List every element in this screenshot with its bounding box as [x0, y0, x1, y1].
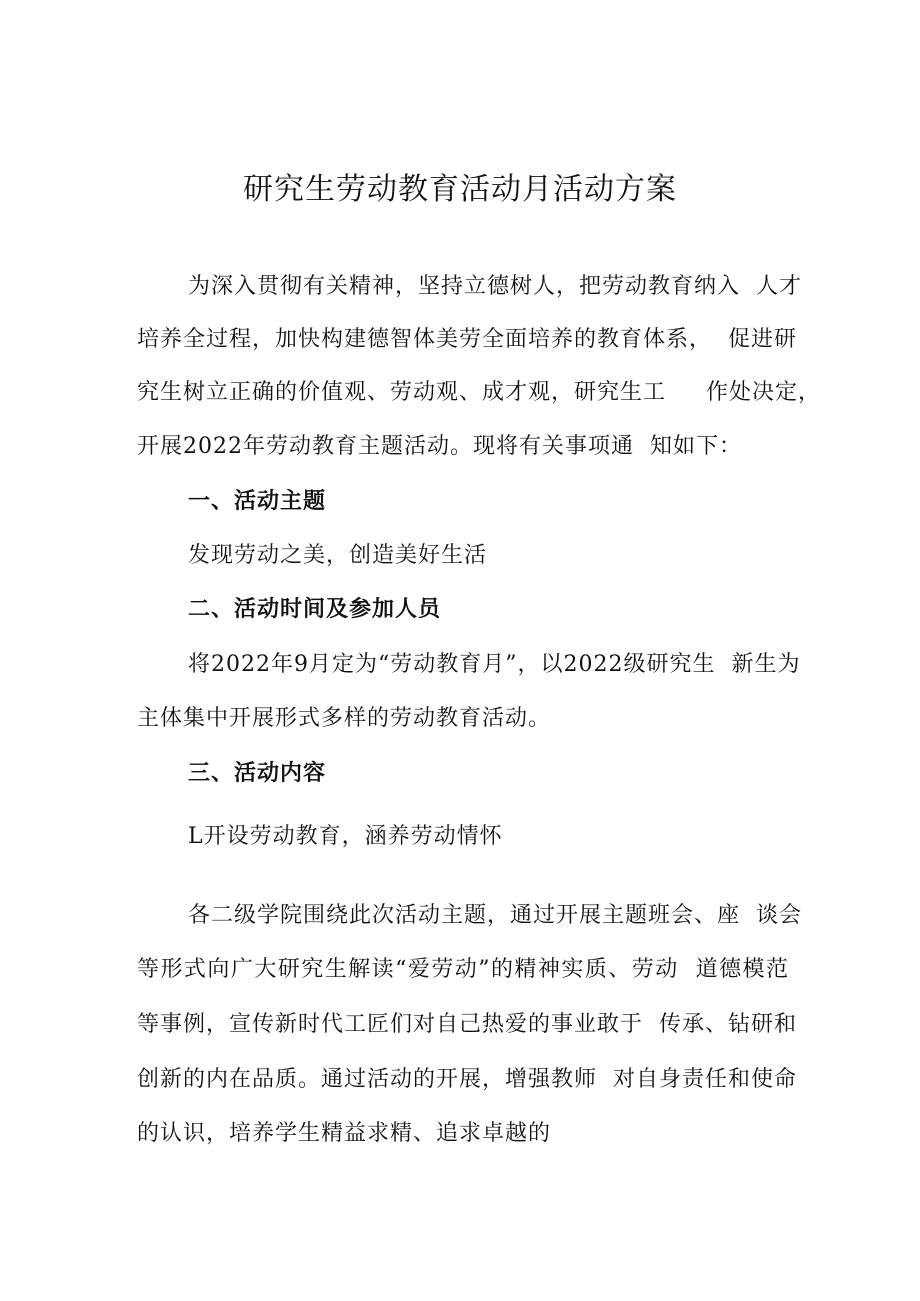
document-title: 研究生劳动教育活动月活动方案 — [243, 172, 677, 207]
section-2-line-2: 主体集中开展形式多样的劳动教育活动。 — [137, 706, 552, 731]
section-3-heading: 三、活动内容 — [188, 761, 327, 786]
intro-line-1: 为深入贯彻有关精神，坚持立德树人，把劳动教育纳入 人才 — [188, 274, 802, 299]
section-1-text: 发现劳动之美，创造美好生活 — [188, 543, 488, 568]
subsection-1-line-3: 等事例，宣传新时代工匠们对自己热爱的事业敢于 传承、钻研和 — [137, 1012, 797, 1037]
intro-line-2: 培养全过程，加快构建德智体美劳全面培养的教育体系， 促进研 — [137, 327, 797, 352]
section-2-heading: 二、活动时间及参加人员 — [188, 597, 442, 622]
subsection-1-line-1: 各二级学院围绕此次活动主题，通过开展主题班会、座 谈会 — [188, 903, 802, 928]
section-2-line-1: 将2022年9月定为“劳动教育月”，以2022级研究生 新生为 — [188, 652, 801, 677]
subsection-1-line-4: 创新的内在品质。通过活动的开展，增强教师 对自身责任和使命 — [137, 1067, 797, 1092]
intro-line-4: 开展2022年劳动教育主题活动。现将有关事项通 知如下： — [137, 434, 742, 459]
subsection-1-line-2: 等形式向广大研究生解读“爱劳动”的精神实质、劳动 道德模范 — [137, 957, 789, 982]
section-1-heading: 一、活动主题 — [188, 489, 327, 514]
intro-line-3: 究生树立正确的价值观、劳动观、成才观，研究生工 作处决定， — [137, 380, 821, 405]
subsection-1-title: L开设劳动教育，涵养劳动情怀 — [188, 824, 503, 849]
subsection-1-line-5: 的认识，培养学生精益求精、追求卓越的 — [137, 1121, 552, 1146]
